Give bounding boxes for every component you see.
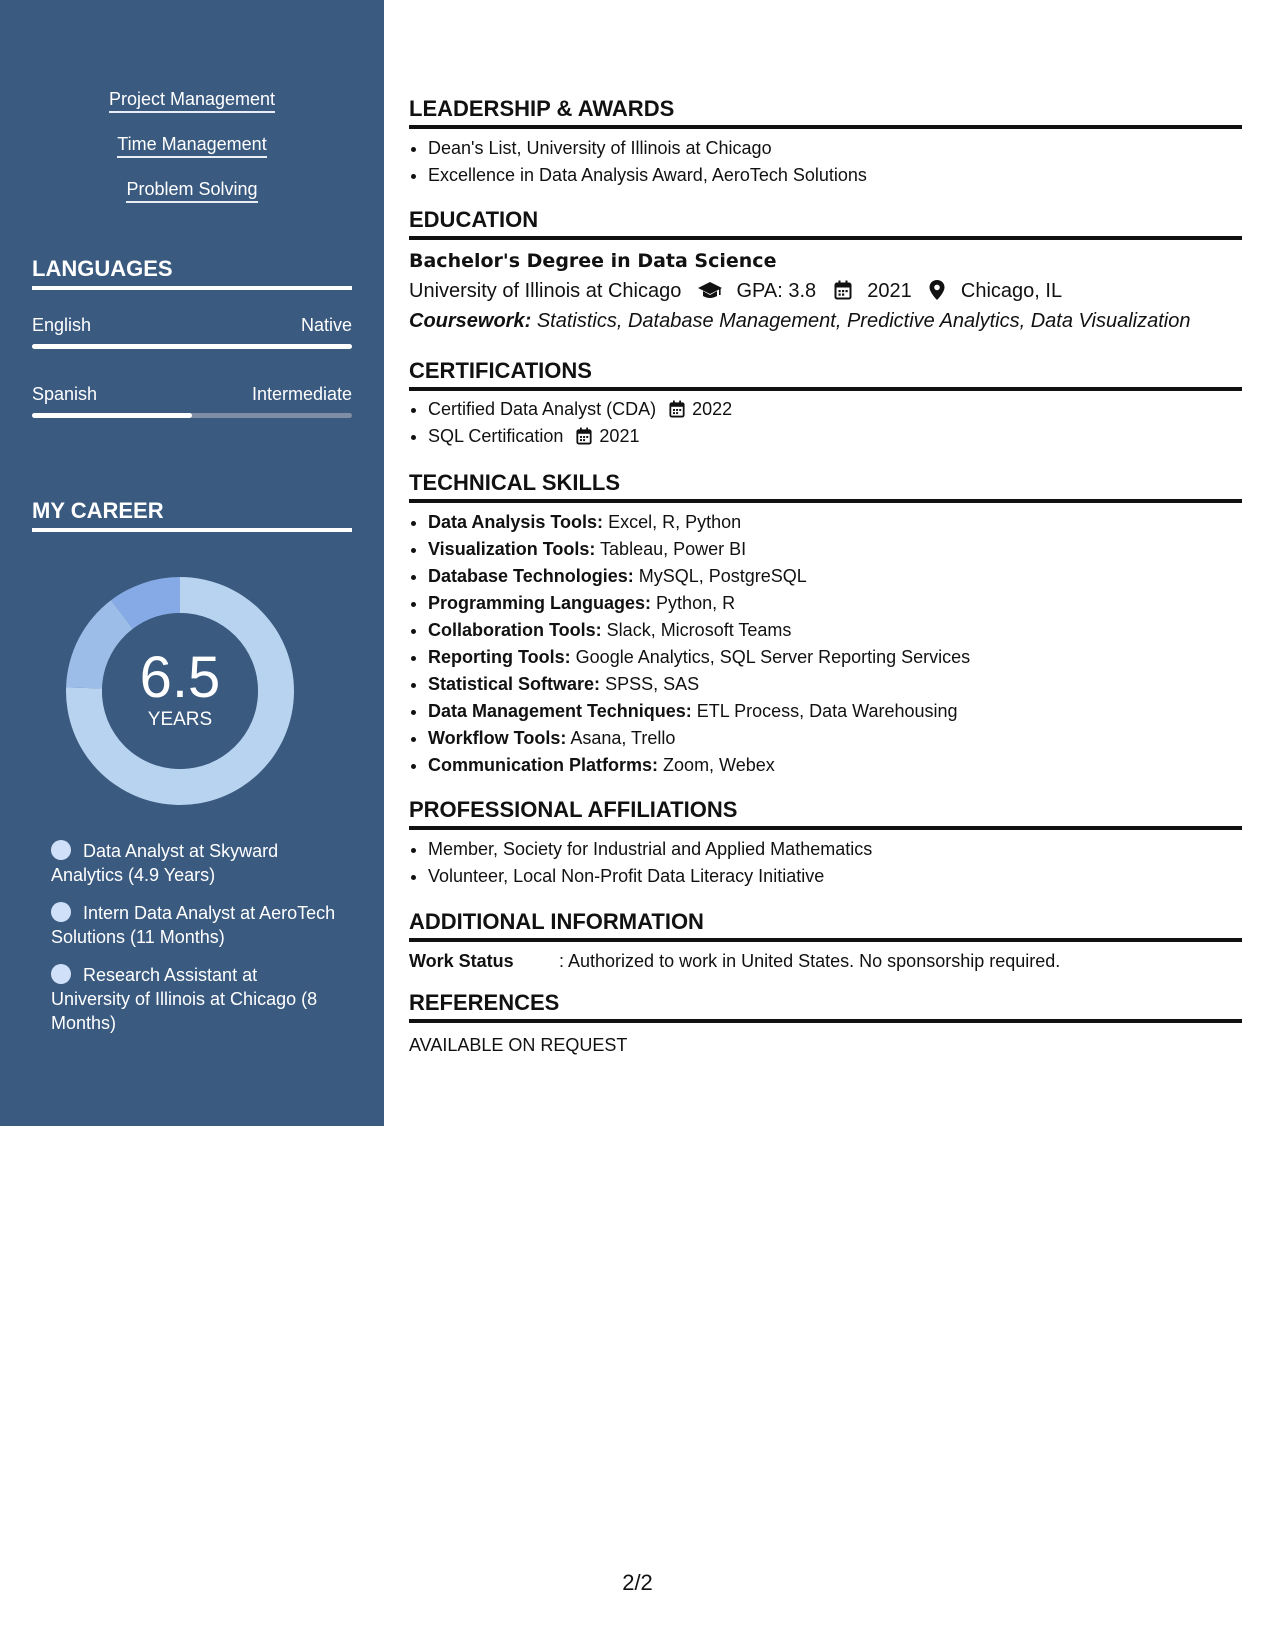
references-heading: REFERENCES xyxy=(409,990,1242,1023)
references-text: AVAILABLE ON REQUEST xyxy=(409,1035,628,1055)
page-number: 2/2 xyxy=(622,1570,653,1595)
language-name: English xyxy=(32,315,92,335)
technical-skills-heading: TECHNICAL SKILLS xyxy=(409,470,1242,503)
list-item: • Member, Society for Industrial and Applied Mathematics xyxy=(428,836,872,863)
calendar-icon xyxy=(576,427,592,445)
skill-category: Statistical Software: xyxy=(428,674,601,694)
coursework-text: Statistics, Database Management, Predictive Analytics, Data Visualization xyxy=(536,310,1191,332)
technical-skills-list xyxy=(409,509,970,779)
calendar-icon xyxy=(834,280,852,300)
legend-dot-icon xyxy=(51,964,71,984)
location-pin-icon xyxy=(929,280,945,300)
skill-category: Data Management Techniques: xyxy=(428,701,692,721)
career-heading: MY CAREER xyxy=(32,498,352,532)
list-item xyxy=(428,698,970,725)
language-bar-english xyxy=(32,344,352,349)
list-item xyxy=(428,644,970,671)
skill-values: SPSS, SAS xyxy=(605,674,700,694)
skill-values: Excel, R, Python xyxy=(608,512,742,532)
education-location: Chicago, IL xyxy=(960,280,1063,302)
skill-category: Data Analysis Tools: xyxy=(428,512,604,532)
skill-category: Visualization Tools: xyxy=(428,539,596,559)
certifications-heading: CERTIFICATIONS xyxy=(409,358,1242,391)
language-level: Native xyxy=(300,315,352,335)
work-status-label: Work Status xyxy=(409,951,514,971)
list-item xyxy=(428,590,970,617)
work-status-value: : Authorized to work in United States. No sponsorship required. xyxy=(559,951,1061,971)
skill-category: Workflow Tools: xyxy=(428,728,567,748)
career-years-value: 6.5 xyxy=(139,645,221,710)
graduation-year: 2021 xyxy=(867,280,912,302)
sidebar xyxy=(0,0,384,1126)
certifications-list xyxy=(409,396,732,450)
career-donut-chart xyxy=(64,575,296,807)
career-years-label: YEARS xyxy=(147,709,213,730)
certification-name: SQL Certification xyxy=(428,426,564,446)
career-item-text: Data Analyst at Skyward Analytics (4.9 Years) xyxy=(51,841,279,885)
affiliations-list xyxy=(409,836,872,890)
list-item xyxy=(428,509,970,536)
career-item-text: Intern Data Analyst at AeroTech Solutions (11 Months) xyxy=(51,903,336,947)
language-row-spanish xyxy=(32,384,352,405)
list-item xyxy=(428,396,732,423)
career-item xyxy=(51,839,341,887)
education-details xyxy=(409,280,1062,303)
language-bar-fill xyxy=(32,413,192,418)
list-item xyxy=(428,752,970,779)
skill-category: Reporting Tools: xyxy=(428,647,571,667)
legend-dot-icon xyxy=(51,840,71,860)
skill-label[interactable]: Problem Solving xyxy=(126,179,257,203)
coursework xyxy=(409,310,1190,333)
list-item: • Volunteer, Local Non-Profit Data Literacy Initiative xyxy=(428,863,872,890)
degree-title: Bachelor's Degree in Data Science xyxy=(409,250,777,272)
certification-year: 2022 xyxy=(692,399,733,419)
career-item xyxy=(51,963,341,1035)
career-item xyxy=(51,901,341,949)
language-level: Intermediate xyxy=(251,384,352,404)
leadership-list xyxy=(409,135,867,189)
skill-values: ETL Process, Data Warehousing xyxy=(696,701,958,721)
language-bar-spanish xyxy=(32,413,352,418)
calendar-icon xyxy=(669,400,685,418)
graduation-cap-icon xyxy=(697,280,723,300)
list-item xyxy=(428,536,970,563)
affiliations-heading: PROFESSIONAL AFFILIATIONS xyxy=(409,797,1242,830)
list-item xyxy=(428,671,970,698)
skill-values: Python, R xyxy=(656,593,736,613)
career-item-text: Research Assistant at University of Illinois at Chicago (8 Months) xyxy=(51,965,318,1033)
additional-info-heading: ADDITIONAL INFORMATION xyxy=(409,909,1242,942)
certification-name: Certified Data Analyst (CDA) xyxy=(428,399,657,419)
coursework-label: Coursework: xyxy=(409,310,532,332)
skill-link-time-management[interactable] xyxy=(0,134,384,155)
school-name: University of Illinois at Chicago xyxy=(409,280,682,302)
languages-heading: LANGUAGES xyxy=(32,256,352,290)
language-row-english xyxy=(32,315,352,336)
skill-values: Asana, Trello xyxy=(570,728,676,748)
skill-category: Collaboration Tools: xyxy=(428,620,602,640)
skill-values: Slack, Microsoft Teams xyxy=(606,620,792,640)
skill-values: Google Analytics, SQL Server Reporting Services xyxy=(575,647,971,667)
skill-category: Programming Languages: xyxy=(428,593,652,613)
skill-category: Database Technologies: xyxy=(428,566,634,586)
leadership-heading: LEADERSHIP & AWARDS xyxy=(409,96,1242,129)
skill-values: MySQL, PostgreSQL xyxy=(638,566,807,586)
list-item xyxy=(428,725,970,752)
certification-year: 2021 xyxy=(599,426,640,446)
list-item: • Excellence in Data Analysis Award, AeroTech Solutions xyxy=(428,162,867,189)
language-bar-fill xyxy=(32,344,352,349)
skill-values: Zoom, Webex xyxy=(663,755,775,775)
list-item xyxy=(428,423,732,450)
gpa: GPA: 3.8 xyxy=(736,280,817,302)
list-item xyxy=(428,563,970,590)
skill-label[interactable]: Time Management xyxy=(117,134,266,158)
language-name: Spanish xyxy=(32,384,98,404)
legend-dot-icon xyxy=(51,902,71,922)
skill-category: Communication Platforms: xyxy=(428,755,659,775)
list-item: • Dean's List, University of Illinois at Chicago xyxy=(428,135,867,162)
skill-label[interactable]: Project Management xyxy=(109,89,275,113)
skill-values: Tableau, Power BI xyxy=(600,539,747,559)
skill-link-project-management[interactable] xyxy=(0,89,384,110)
work-status-row xyxy=(409,951,1060,972)
list-item xyxy=(428,617,970,644)
education-heading: EDUCATION xyxy=(409,207,1242,240)
skill-link-problem-solving[interactable] xyxy=(0,179,384,200)
